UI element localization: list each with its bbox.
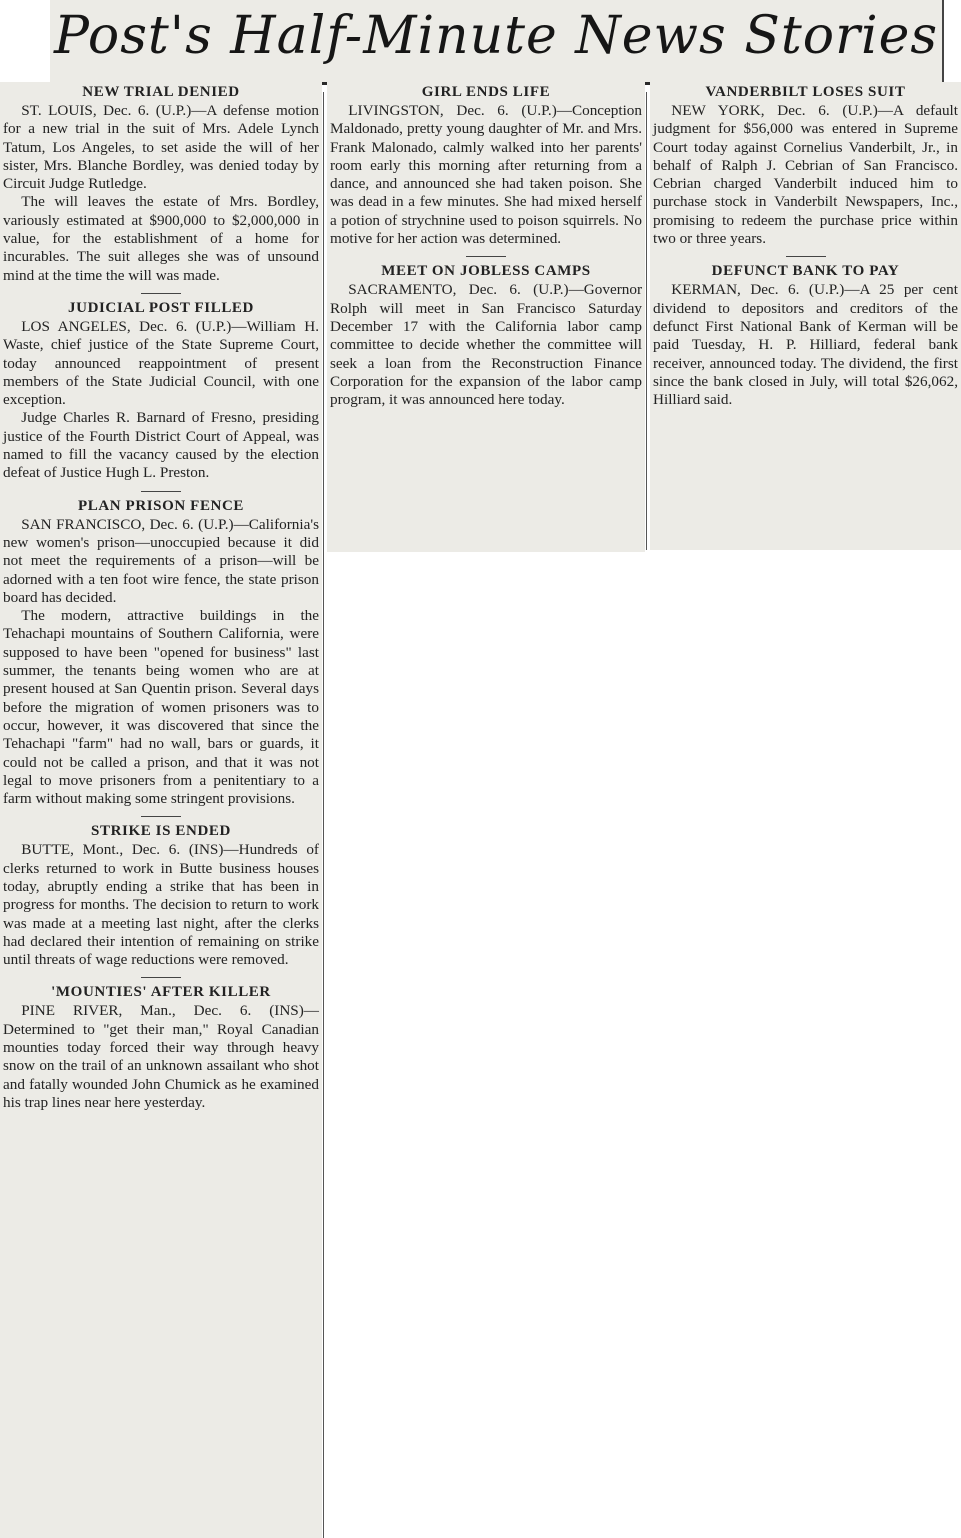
news-story xyxy=(330,82,642,248)
masthead-title: Post's Half-Minute News Stories xyxy=(54,6,939,66)
story-paragraph: LIVINGSTON, Dec. 6. (U.P.)—Conception Maldonado, pretty young daughter of Mr. and Mrs. Frank Malonado, calmly walked into her parents' room early this morning after returning from a dance, and announced she had taken poison. She was dead in a few minutes. She had mixed herself a potion of strychnine used to poison squirrels. No motive for her action was determined. xyxy=(330,102,642,248)
column-1 xyxy=(0,82,322,1538)
story-separator xyxy=(786,256,826,257)
story-headline: GIRL ENDS LIFE xyxy=(421,84,551,100)
news-story xyxy=(330,261,642,409)
story-paragraph: LOS ANGELES, Dec. 6. (U.P.)—William H. Waste, chief justice of the State Supreme Court, today announced reappointment of present members of the State Judicial Council, with one exception. xyxy=(3,317,319,409)
story-headline: MEET ON JOBLESS CAMPS xyxy=(381,263,591,280)
column-2 xyxy=(327,82,645,552)
news-story xyxy=(653,261,958,409)
story-paragraph: NEW YORK, Dec. 6. (U.P.)—A default judgment for $56,000 was entered in Supreme Court today against Cornelius Vanderbilt, Jr., in behalf of Ralph J. Cebrian of San Francisco. Cebrian charged Vanderbilt induced him to purchase stock in Vanderbilt Newspapers, Inc., promising to redeem the purchase price within two or three years. xyxy=(653,102,958,248)
story-headline: STRIKE IS ENDED xyxy=(91,823,231,840)
news-story xyxy=(3,496,319,809)
story-paragraph: KERMAN, Dec. 6. (U.P.)—A 25 per cent dividend to depositors and creditors of the defunct First National Bank of Kerman will be paid Tuesday, H. P. Hilliard, federal bank receiver, announced today. The dividend, the first since the bank closed in July, will total $26,062, Hilliard said. xyxy=(653,281,958,409)
story-headline: NEW TRIAL DENIED xyxy=(82,84,240,100)
story-headline: VANDERBILT LOSES SUIT xyxy=(705,84,906,100)
story-headline: 'MOUNTIES' AFTER KILLER xyxy=(51,984,271,1001)
story-separator xyxy=(141,816,181,817)
column-divider xyxy=(646,92,647,550)
story-paragraph: SACRAMENTO, Dec. 6. (U.P.)—Governor Rolph will meet in San Francisco Saturday December 17 with the California labor camp committee to decide whether the committee will seek a loan from the Reconstruction Finance Corporation for the expansion of the labor camp program, it was announced here today. xyxy=(330,281,642,409)
story-paragraph: BUTTE, Mont., Dec. 6. (INS)—Hundreds of clerks returned to work in Butte business houses today, abruptly ending a strike that has been in progress for months. The decision to return to work was made at a meeting last night, after the clerks had declared their intention of remaining on strike until threats of wage reductions were removed. xyxy=(3,841,319,969)
news-story xyxy=(3,298,319,483)
column-divider xyxy=(323,92,324,1538)
story-headline: JUDICIAL POST FILLED xyxy=(68,299,254,316)
news-story xyxy=(3,821,319,969)
story-separator xyxy=(141,977,181,978)
column-3 xyxy=(650,82,961,550)
masthead xyxy=(50,0,944,85)
story-paragraph: Judge Charles R. Barnard of Fresno, presiding justice of the Fourth District Court of Appeal, was named to fill the vacancy caused by the election defeat of Justice Hugh L. Preston. xyxy=(3,409,319,482)
story-paragraph: ST. LOUIS, Dec. 6. (U.P.)—A defense motion for a new trial in the suit of Mrs. Adele Lynch Tatum, Los Angeles, to set aside the will of her sister, Mrs. Blanche Bordley, was denied today by Circuit Judge Rutledge. xyxy=(3,102,319,193)
news-story xyxy=(3,982,319,1112)
news-story xyxy=(653,82,958,248)
story-paragraph: The modern, attractive buildings in the Tehachapi mountains of Southern California, were supposed to have been "opened for business" last summer, the tenants being women who are at present housed at San Quentin prison. Several days before the migration of women prisoners was to occur, however, it was discovered that since the Tehachapi "farm" had no wall, bars or guards, it could not be called a prison, and that it was not legal to move prisoners from a penitentiary to a farm without making some stringent provisions. xyxy=(3,607,319,808)
story-paragraph: PINE RIVER, Man., Dec. 6. (INS)—Determined to "get their man," Royal Canadian mounties today forced their way through heavy snow on the trail of an unknown assailant who shot and fatally wounded John Chumick as he examined his trap lines near here yesterday. xyxy=(3,1002,319,1111)
story-separator xyxy=(466,256,506,257)
story-paragraph: SAN FRANCISCO, Dec. 6. (U.P.)—California's new women's prison—unoccupied because it did not meet the requirements of a prison—will be adorned with a ten foot wire fence, the state prison board has decided. xyxy=(3,515,319,606)
story-paragraph: The will leaves the estate of Mrs. Bordley, variously estimated at $900,000 to $2,000,000 in value, for the establishment of a home for incurables. The suit alleges she was of unsound mind at the time the will was made. xyxy=(3,193,319,284)
story-separator xyxy=(141,293,181,294)
story-headline: PLAN PRISON FENCE xyxy=(77,497,245,514)
story-separator xyxy=(141,491,181,492)
masthead-border xyxy=(942,0,944,82)
story-headline: DEFUNCT BANK TO PAY xyxy=(711,263,900,280)
news-story xyxy=(3,82,319,285)
